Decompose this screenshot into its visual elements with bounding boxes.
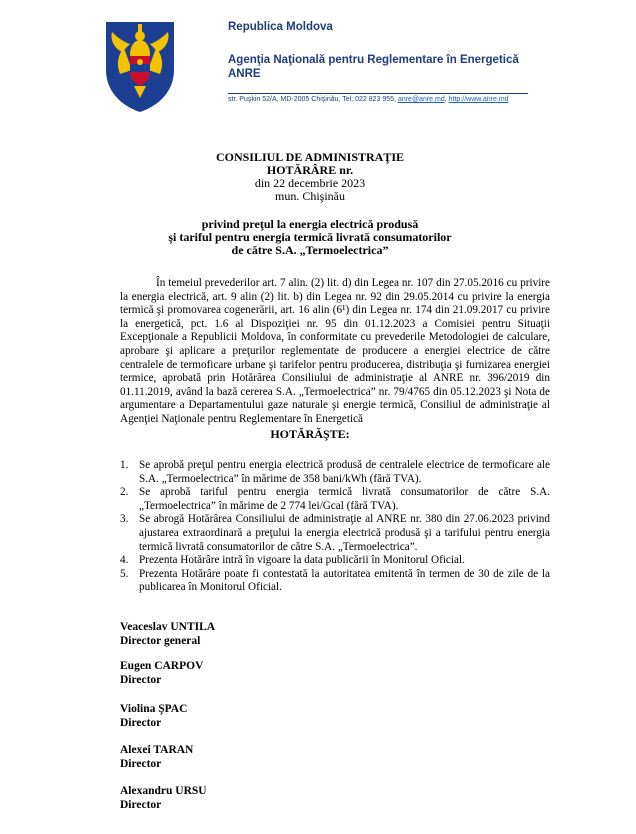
- decision-city: mun. Chişinău: [274, 189, 345, 203]
- item-text: Se aprobă preţul pentru energia electrică produsă de centralele electrice de termoficare ale S.A. „Termoelectrica” în mărime de 358 bani/kWh (fără TVA).: [139, 459, 550, 485]
- list-item: [120, 513, 550, 554]
- item-text: Prezenta Hotărâre intră în vigoare la data publicării în Monitorul Oficial.: [139, 554, 465, 567]
- list-item: [120, 459, 550, 486]
- signatory-name: Eugen CARPOV: [120, 660, 204, 672]
- website-link[interactable]: http://www.anre.md: [448, 96, 509, 103]
- signatory-name: Veaceslav UNTILA: [120, 621, 216, 633]
- board-title: CONSILIUL DE ADMINISTRAŢIE: [215, 150, 405, 164]
- item-number: 4.: [120, 554, 129, 567]
- contact-line: str. Puşkin 52/A, MD-2005 Chişinău, Tel: 022 823 955, anre@anre.md, http://www.anre.md: [228, 96, 509, 103]
- signatory-5: [120, 785, 207, 812]
- list-item: [120, 568, 550, 595]
- signatory-name: Alexei TARAN: [120, 744, 194, 756]
- signatory-role: Director general: [120, 634, 201, 647]
- decision-title: HOTĂRÂRE nr.: [266, 163, 354, 177]
- signatory-role: Director: [120, 798, 162, 811]
- email-link[interactable]: anre@anre.md: [397, 96, 445, 103]
- decides-heading: HOTĂRĂŞTE:: [270, 427, 350, 441]
- signatory-role: Director: [120, 757, 162, 770]
- decision-date: din 22 decembrie 2023: [254, 176, 366, 190]
- subject-line-1: privind preţul la energia electrică produsă: [201, 217, 419, 231]
- signatory-1: [120, 621, 215, 648]
- item-number: 1.: [120, 459, 129, 471]
- signatory-role: Director: [120, 673, 162, 686]
- address-text: str. Puşkin 52/A, MD-2005 Chişinău, Tel: 022 823 955,: [228, 96, 396, 103]
- subject-line-3: de către S.A. „Termoelectrica”: [231, 243, 389, 257]
- decision-items: [120, 459, 550, 595]
- signatory-name: Alexandru URSU: [120, 785, 207, 797]
- agency-acronym: ANRE: [228, 68, 261, 80]
- item-number: 3.: [120, 513, 129, 526]
- item-text: Se abrogă Hotărârea Consiliului de administraţie al ANRE nr. 380 din 27.06.2023 privind ajustarea extraordinară a preţului la energia electrică produsă şi a tarifului pentru energia termică livrată consumatorilor de către S.A. „Termoelectrica”.: [139, 513, 550, 553]
- agency-name: Agenţia Naţională pentru Reglementare în Energetică: [228, 54, 519, 66]
- signatory-role: Director: [120, 716, 162, 729]
- item-text: Prezenta Hotărâre poate fi contestată la autoritatea emitentă în termen de 30 de zile de la publicarea în Monitorul Oficial.: [139, 567, 550, 594]
- list-item: [120, 486, 550, 513]
- signatory-3: [120, 703, 187, 730]
- item-text: Se aprobă tariful pentru energia termică livrată consumatorilor de către S.A. „Termoelectrica” în mărime de 2 774 lei/Gcal (fără TVA).: [139, 486, 550, 512]
- preamble-paragraph: În temeiul prevederilor art. 7 alin. (2) lit. d) din Legea nr. 107 din 27.05.2016 cu privire la energia electrică, art. 9 alin (2) lit. b) din Legea nr. 92 din 29.05.2014 cu privire la energia termică şi promovarea cogenerării, art. 16 alin (6¹) din Legea nr. 174 din 21.09.2017 cu privire la energetică, pct. 1.6 al Dispoziţiei nr. 95 din 01.12.2023 a Comisiei pentru Situaţii Excepţionale a Republicii Moldova, în conformitate cu prevederile Metodologiei de calculare, aprobare şi aplicare a preţurilor reglementate de producere a energiei electrice de către centralele de termoficare urbane şi tarifelor pentru producerea, distribuţia şi furnizarea energiei termice, aprobată prin Hotărârea Consiliului de administraţie al ANRE nr. 396/2019 din 01.11.2019, având la bază cererea S.A. „Termoelectrica” nr. 79/4765 din 05.12.2023 şi Nota de argumentare a Departamentului gaze naturale şi energie termică, Consiliul de administraţie al Agenţiei Naţionale pentru Reglementare în Energetică: [120, 277, 550, 425]
- subject-line-2: şi tariful pentru energia termică livrată consumatorilor: [168, 230, 452, 244]
- list-item: [120, 554, 550, 568]
- country-name: Republica Moldova: [228, 21, 333, 33]
- item-number: 5.: [120, 567, 129, 580]
- signatory-4: [120, 744, 193, 771]
- signatory-name: Violina ŞPAC: [120, 703, 188, 715]
- signatory-2: [120, 660, 203, 687]
- coat-of-arms-logo: [100, 18, 180, 114]
- item-number: 2.: [120, 486, 129, 499]
- header-divider: [228, 93, 528, 94]
